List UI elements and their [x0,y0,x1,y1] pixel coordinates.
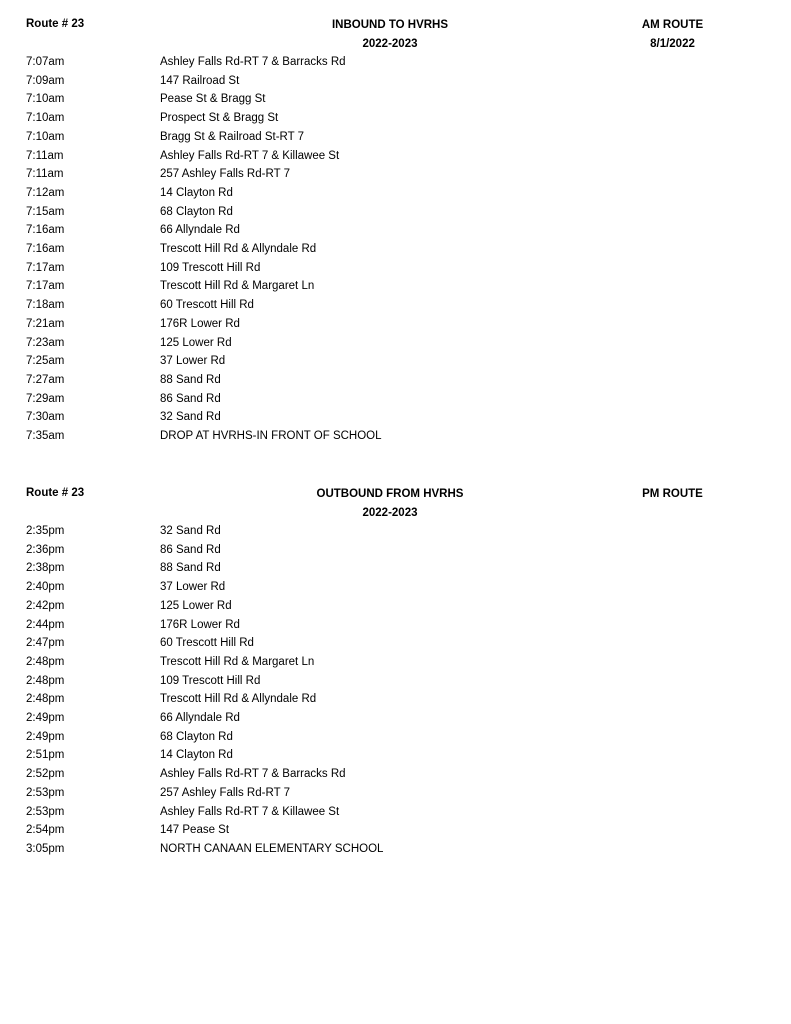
stop-row [0,709,791,728]
stop-row [0,109,791,128]
am-route-meta [600,16,745,54]
stop-time: 2:53pm [26,786,65,799]
stop-location: Prospect St & Bragg St [160,112,279,125]
stop-row [0,634,791,653]
pm-route-heading [230,485,550,523]
stop-location: 68 Clayton Rd [160,205,233,218]
stop-time: 7:18am [26,299,65,312]
stop-time: 2:36pm [26,543,65,556]
stop-time: 7:11am [26,149,64,162]
stop-row [0,147,791,166]
stop-row [0,203,791,222]
stop-time: 2:48pm [26,674,65,687]
stop-time: 2:44pm [26,618,65,631]
stop-row [0,746,791,765]
stop-location: 86 Sand Rd [160,392,221,405]
stop-time: 2:47pm [26,637,65,650]
stop-row [0,803,791,822]
stop-time: 2:54pm [26,824,65,837]
stop-location: DROP AT HVRHS-IN FRONT OF SCHOOL [160,430,382,442]
stop-time: 7:17am [26,280,65,293]
stop-time: 2:40pm [26,581,65,594]
stop-time: 7:10am [26,112,65,125]
stop-location: Ashley Falls Rd-RT 7 & Killawee St [160,149,340,162]
stop-row [0,221,791,240]
stop-time: 7:23am [26,336,65,349]
stop-location: 125 Lower Rd [160,599,232,612]
stop-time: 7:35am [26,430,65,442]
stop-row [0,165,791,184]
stop-location: 147 Railroad St [160,74,240,87]
stop-row [0,541,791,560]
stop-location: 125 Lower Rd [160,336,232,349]
stop-row [0,277,791,296]
stop-location: 109 Trescott Hill Rd [160,261,261,274]
stop-row [0,334,791,353]
stop-time: 7:09am [26,74,65,87]
am-route-year: 2022-2023 [362,38,418,50]
stop-time: 2:51pm [26,749,65,762]
stop-row [0,128,791,147]
stop-row [0,597,791,616]
stop-time: 2:49pm [26,712,65,724]
stop-row [0,427,791,446]
stop-row [0,616,791,635]
stop-row [0,259,791,278]
stop-location: 32 Sand Rd [160,525,221,537]
stop-location: 257 Ashley Falls Rd-RT 7 [160,168,290,181]
stop-row [0,371,791,390]
stop-row [0,559,791,578]
stop-time: 2:48pm [26,693,65,706]
stop-row [0,765,791,784]
stop-location: 32 Sand Rd [160,411,221,424]
stop-row [0,72,791,91]
stop-location: 60 Trescott Hill Rd [160,299,254,312]
stop-time: 2:53pm [26,805,65,818]
pm-route-title: OUTBOUND FROM HVRHS [316,488,464,500]
stop-row [0,522,791,541]
stop-location: Trescott Hill Rd & Margaret Ln [160,280,315,293]
stop-row [0,184,791,203]
am-route-date: 8/1/2022 [650,38,695,50]
stop-location: NORTH CANAAN ELEMENTARY SCHOOL [160,842,384,855]
stop-location: Ashley Falls Rd-RT 7 & Barracks Rd [160,56,346,68]
am-route-heading [230,16,550,54]
stop-row [0,296,791,315]
stop-location: 37 Lower Rd [160,581,226,594]
stop-time: 7:30am [26,411,65,424]
stop-location: 66 Allyndale Rd [160,712,240,724]
stop-row [0,578,791,597]
stop-time: 2:48pm [26,655,65,668]
stop-time: 7:21am [26,317,65,330]
stop-row [0,315,791,334]
pm-route-number: Route # 23 [26,487,85,499]
stop-time: 7:10am [26,130,65,143]
stop-location: Ashley Falls Rd-RT 7 & Killawee St [160,805,340,818]
stop-location: 14 Clayton Rd [160,749,233,762]
stop-location: Trescott Hill Rd & Margaret Ln [160,655,315,668]
stop-time: 7:16am [26,224,65,237]
stop-row [0,840,791,859]
stop-location: 60 Trescott Hill Rd [160,637,254,650]
stop-row [0,390,791,409]
stop-time: 2:49pm [26,730,65,743]
stop-time: 7:27am [26,373,65,386]
stop-location: 147 Pease St [160,824,230,837]
stop-location: 88 Sand Rd [160,373,221,386]
stop-row [0,408,791,427]
stop-row [0,672,791,691]
stop-location: 257 Ashley Falls Rd-RT 7 [160,786,290,799]
pm-route-year: 2022-2023 [362,507,418,519]
am-route-number: Route # 23 [26,18,85,30]
pm-route-type: PM ROUTE [642,488,703,500]
stop-time: 7:11am [26,168,64,181]
stop-time: 7:07am [26,56,65,68]
stop-time: 7:17am [26,261,65,274]
stop-time: 7:25am [26,355,65,368]
stop-row [0,784,791,803]
stop-time: 3:05pm [26,842,65,855]
stop-location: Bragg St & Railroad St-RT 7 [160,130,305,143]
stop-location: Pease St & Bragg St [160,93,266,106]
stop-time: 7:29am [26,392,65,405]
stop-location: 176R Lower Rd [160,618,240,631]
stop-row [0,53,791,72]
stop-location: 176R Lower Rd [160,317,240,330]
am-route-type: AM ROUTE [641,19,704,31]
stop-time: 7:16am [26,243,65,255]
stop-time: 7:15am [26,205,65,218]
stop-row [0,352,791,371]
stop-row [0,821,791,840]
stop-location: Trescott Hill Rd & Allyndale Rd [160,243,317,255]
stop-row [0,90,791,109]
stop-row [0,653,791,672]
stop-location: 86 Sand Rd [160,543,221,556]
stop-location: Ashley Falls Rd-RT 7 & Barracks Rd [160,768,346,781]
stop-time: 2:38pm [26,562,65,575]
stop-time: 2:35pm [26,525,65,537]
stop-row [0,728,791,747]
stop-time: 2:42pm [26,599,65,612]
pm-route-meta [600,485,745,504]
stop-location: 68 Clayton Rd [160,730,233,743]
stop-location: 88 Sand Rd [160,562,221,575]
stop-location: 14 Clayton Rd [160,186,233,199]
stop-time: 7:12am [26,186,65,199]
stop-location: Trescott Hill Rd & Allyndale Rd [160,693,317,706]
stop-location: 66 Allyndale Rd [160,224,240,237]
stop-time: 2:52pm [26,768,65,781]
stop-time: 7:10am [26,93,65,106]
stop-location: 37 Lower Rd [160,355,226,368]
stop-row [0,690,791,709]
stop-row [0,240,791,259]
stop-location: 109 Trescott Hill Rd [160,674,261,687]
am-route-title: INBOUND TO HVRHS [331,19,449,31]
